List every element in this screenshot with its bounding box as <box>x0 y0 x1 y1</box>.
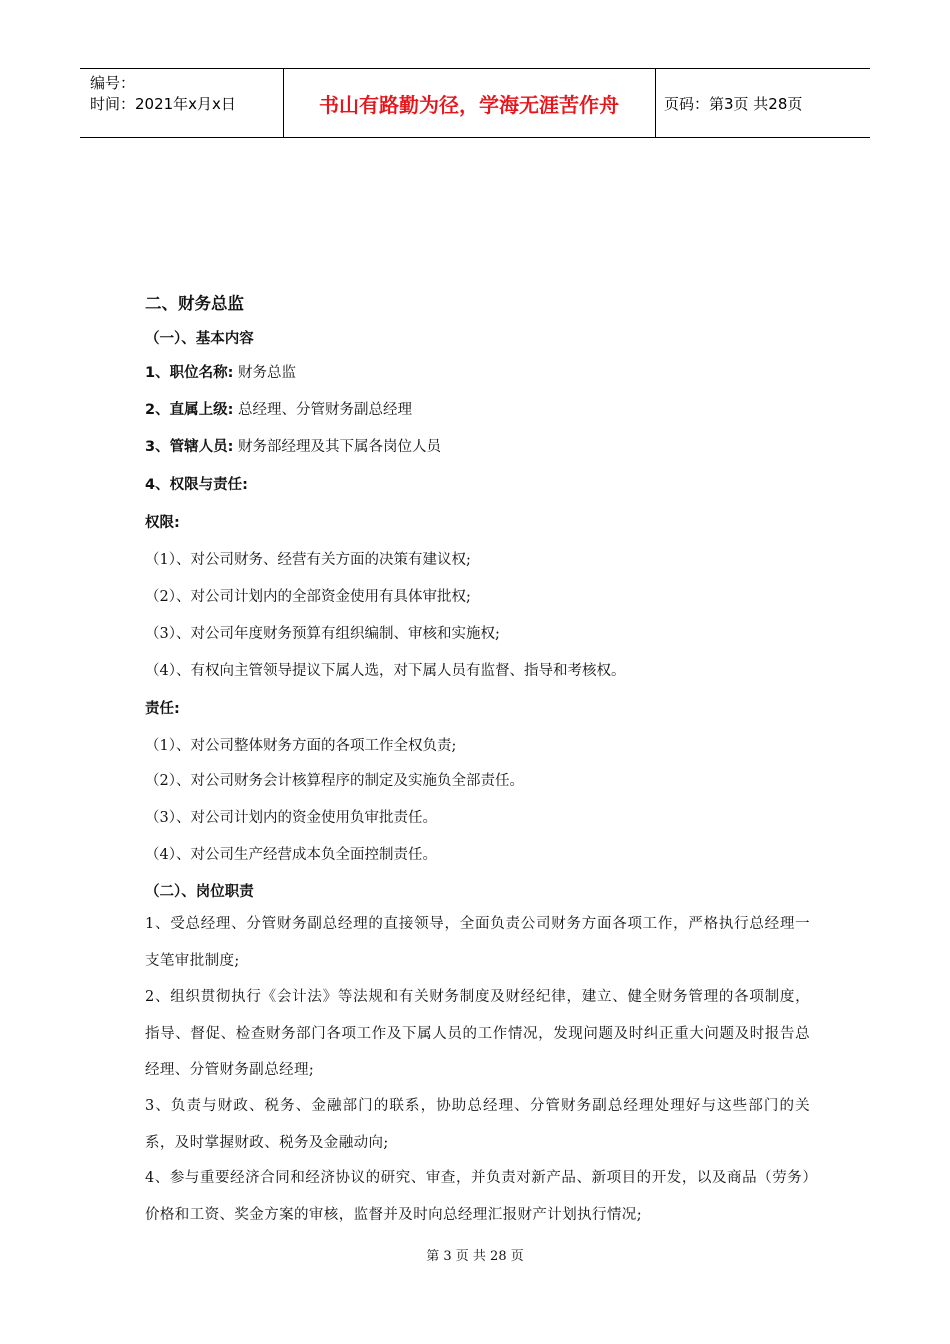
superior-label: 2、直属上级: <box>145 402 234 418</box>
position-name-label: 1、职位名称: <box>145 365 234 381</box>
duties-heading: （二）、岗位职责 <box>145 884 254 900</box>
header-divider <box>655 69 656 137</box>
document-number-label: 编号： <box>90 74 136 92</box>
responsibility-item: （1）、对公司整体财务方面的各项工作全权负责; <box>145 738 457 754</box>
responsibility-item: （2）、对公司财务会计核算程序的制定及实施负全部责任。 <box>145 773 524 789</box>
header-motto: 书山有路勤为径，学海无涯苦作舟 <box>319 92 619 117</box>
subordinates-value: 财务部经理及其下属各岗位人员 <box>238 439 441 455</box>
subordinates-label: 3、管辖人员: <box>145 439 234 455</box>
document-date: 时间：2021年x月x日 <box>90 95 236 113</box>
page-header <box>80 68 870 138</box>
superior-value: 总经理、分管财务副总经理 <box>238 402 412 418</box>
subordinates-row <box>145 435 441 456</box>
duty-paragraph: 4、参与重要经济合同和经济协议的研究、审查，并负责对新产品、新项目的开发，以及商品（劳务）价格和工资、奖金方案的审核，监督并及时向总经理汇报财产计划执行情况; <box>145 1170 810 1223</box>
section-title: 二、财务总监 <box>145 294 244 313</box>
authority-item: （4）、有权向主管领导提议下属人选，对下属人员有监督、指导和考核权。 <box>145 663 626 679</box>
basic-content-heading: （一）、基本内容 <box>145 331 254 347</box>
position-name-row <box>145 361 296 382</box>
header-meta <box>90 73 236 115</box>
authority-label: 权限: <box>145 515 180 531</box>
header-page-indicator: 页码：第3页 共28页 <box>664 94 803 113</box>
duty-paragraph: 3、负责与财政、税务、金融部门的联系，协助总经理、分管财务副总经理处理好与这些部门的关系，及时掌握财政、税务及金融动向; <box>145 1098 810 1151</box>
responsibility-item: （4）、对公司生产经营成本负全面控制责任。 <box>145 847 437 863</box>
duty-paragraph: 1、受总经理、分管财务副总经理的直接领导，全面负责公司财务方面各项工作，严格执行总经理一支笔审批制度; <box>145 916 810 969</box>
authority-item: （1）、对公司财务、经营有关方面的决策有建议权; <box>145 552 471 568</box>
superior-row <box>145 398 412 419</box>
position-name-value: 财务总监 <box>238 365 296 381</box>
responsibility-item: （3）、对公司计划内的资金使用负审批责任。 <box>145 810 437 826</box>
authority-item: （3）、对公司年度财务预算有组织编制、审核和实施权; <box>145 626 500 642</box>
responsibility-label: 责任: <box>145 701 180 717</box>
page-footer: 第 3 页 共 28 页 <box>426 1249 524 1264</box>
authority-responsibility-heading: 4、权限与责任: <box>145 477 248 493</box>
duty-paragraph: 2、组织贯彻执行《会计法》等法规和有关财务制度及财经纪律，建立、健全财务管理的各项制度，指导、督促、检查财务部门各项工作及下属人员的工作情况，发现问题及时纠正重大问题及时报告总经理、分管财务副总经理; <box>145 989 810 1078</box>
authority-item: （2）、对公司计划内的全部资金使用有具体审批权; <box>145 589 471 605</box>
